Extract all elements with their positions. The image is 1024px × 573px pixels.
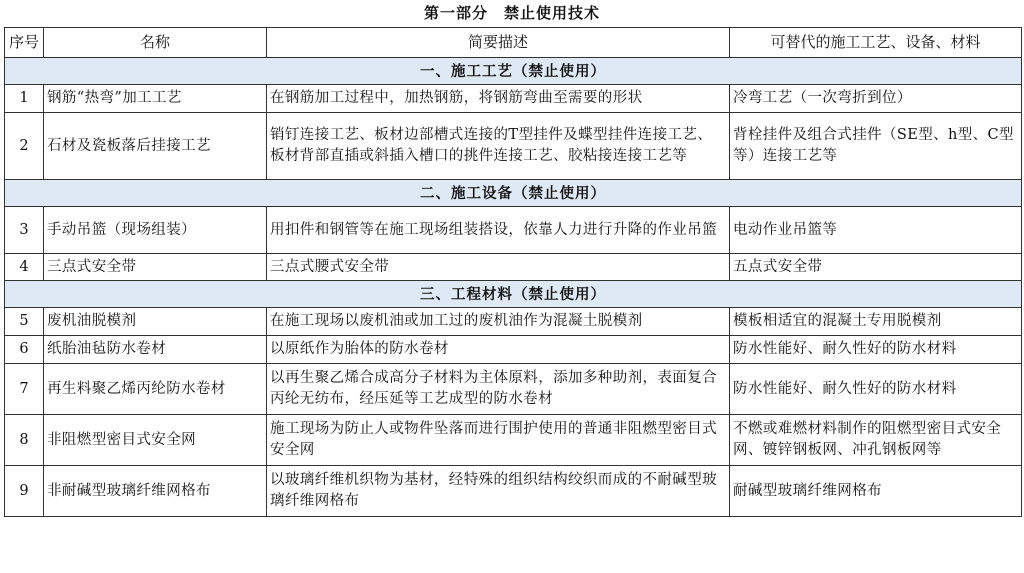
section-heading: 一、施工工艺（禁止使用）	[5, 58, 1022, 85]
row-desc: 用扣件和钢管等在施工现场组装搭设，依靠人力进行升降的作业吊篮	[267, 207, 730, 254]
row-name: 非耐碱型玻璃纤维网格布	[44, 466, 267, 517]
row-alt: 电动作业吊篮等	[730, 207, 1022, 254]
table-row	[5, 336, 1022, 364]
section-heading: 二、施工设备（禁止使用）	[5, 180, 1022, 207]
row-alt: 冷弯工艺（一次弯折到位）	[730, 85, 1022, 113]
table-row	[5, 466, 1022, 517]
table-row	[5, 415, 1022, 466]
row-desc: 销钉连接工艺、板材边部槽式连接的T型挂件及蝶型挂件连接工艺、板材背部直插或斜插入槽口的挑件连接工艺、胶粘接连接工艺等	[267, 113, 730, 180]
row-desc: 在施工现场以废机油或加工过的废机油作为混凝土脱模剂	[267, 308, 730, 336]
row-name: 纸胎油毡防水卷材	[44, 336, 267, 364]
header-desc: 简要描述	[267, 28, 730, 58]
row-desc: 以玻璃纤维机织物为基材，经特殊的组织结构绞织而成的不耐碱型玻璃纤维网格布	[267, 466, 730, 517]
table-row	[5, 207, 1022, 254]
table-header-row	[5, 28, 1022, 58]
row-alt: 防水性能好、耐久性好的防水材料	[730, 364, 1022, 415]
row-name: 再生料聚乙烯丙纶防水卷材	[44, 364, 267, 415]
row-name: 手动吊篮（现场组装）	[44, 207, 267, 254]
row-no: 4	[5, 254, 44, 281]
row-desc: 三点式腰式安全带	[267, 254, 730, 281]
row-no: 8	[5, 415, 44, 466]
row-name: 三点式安全带	[44, 254, 267, 281]
row-desc: 以原纸作为胎体的防水卷材	[267, 336, 730, 364]
row-desc: 在钢筋加工过程中，加热钢筋，将钢筋弯曲至需要的形状	[267, 85, 730, 113]
row-name: 钢筋“热弯”加工工艺	[44, 85, 267, 113]
row-name: 石材及瓷板落后挂接工艺	[44, 113, 267, 180]
row-no: 3	[5, 207, 44, 254]
row-name: 废机油脱模剂	[44, 308, 267, 336]
row-no: 5	[5, 308, 44, 336]
section-heading: 三、工程材料（禁止使用）	[5, 281, 1022, 308]
row-alt: 防水性能好、耐久性好的防水材料	[730, 336, 1022, 364]
row-no: 7	[5, 364, 44, 415]
header-alt: 可替代的施工工艺、设备、材料	[730, 28, 1022, 58]
header-name: 名称	[44, 28, 267, 58]
forbidden-technology-table	[4, 27, 1022, 517]
row-alt: 耐碱型玻璃纤维网格布	[730, 466, 1022, 517]
table-row	[5, 254, 1022, 281]
table-row	[5, 364, 1022, 415]
row-no: 9	[5, 466, 44, 517]
section-row	[5, 58, 1022, 85]
row-alt: 背栓挂件及组合式挂件（SE型、h型、C型等）连接工艺等	[730, 113, 1022, 180]
table-row	[5, 308, 1022, 336]
row-no: 2	[5, 113, 44, 180]
table-row	[5, 85, 1022, 113]
section-row	[5, 180, 1022, 207]
row-no: 6	[5, 336, 44, 364]
row-desc: 施工现场为防止人或物件坠落而进行围护使用的普通非阻燃型密目式安全网	[267, 415, 730, 466]
row-alt: 模板相适宜的混凝土专用脱模剂	[730, 308, 1022, 336]
row-desc: 以再生聚乙烯合成高分子材料为主体原料，添加多种助剂，表面复合丙纶无纺布，经压延等工艺成型的防水卷材	[267, 364, 730, 415]
row-alt: 不燃或难燃材料制作的阻燃型密目式安全网、镀锌钢板网、冲孔钢板网等	[730, 415, 1022, 466]
row-no: 1	[5, 85, 44, 113]
header-no: 序号	[5, 28, 44, 58]
row-name: 非阻燃型密目式安全网	[44, 415, 267, 466]
section-row	[5, 281, 1022, 308]
row-alt: 五点式安全带	[730, 254, 1022, 281]
page-title: 第一部分 禁止使用技术	[423, 4, 600, 22]
table-row	[5, 113, 1022, 180]
